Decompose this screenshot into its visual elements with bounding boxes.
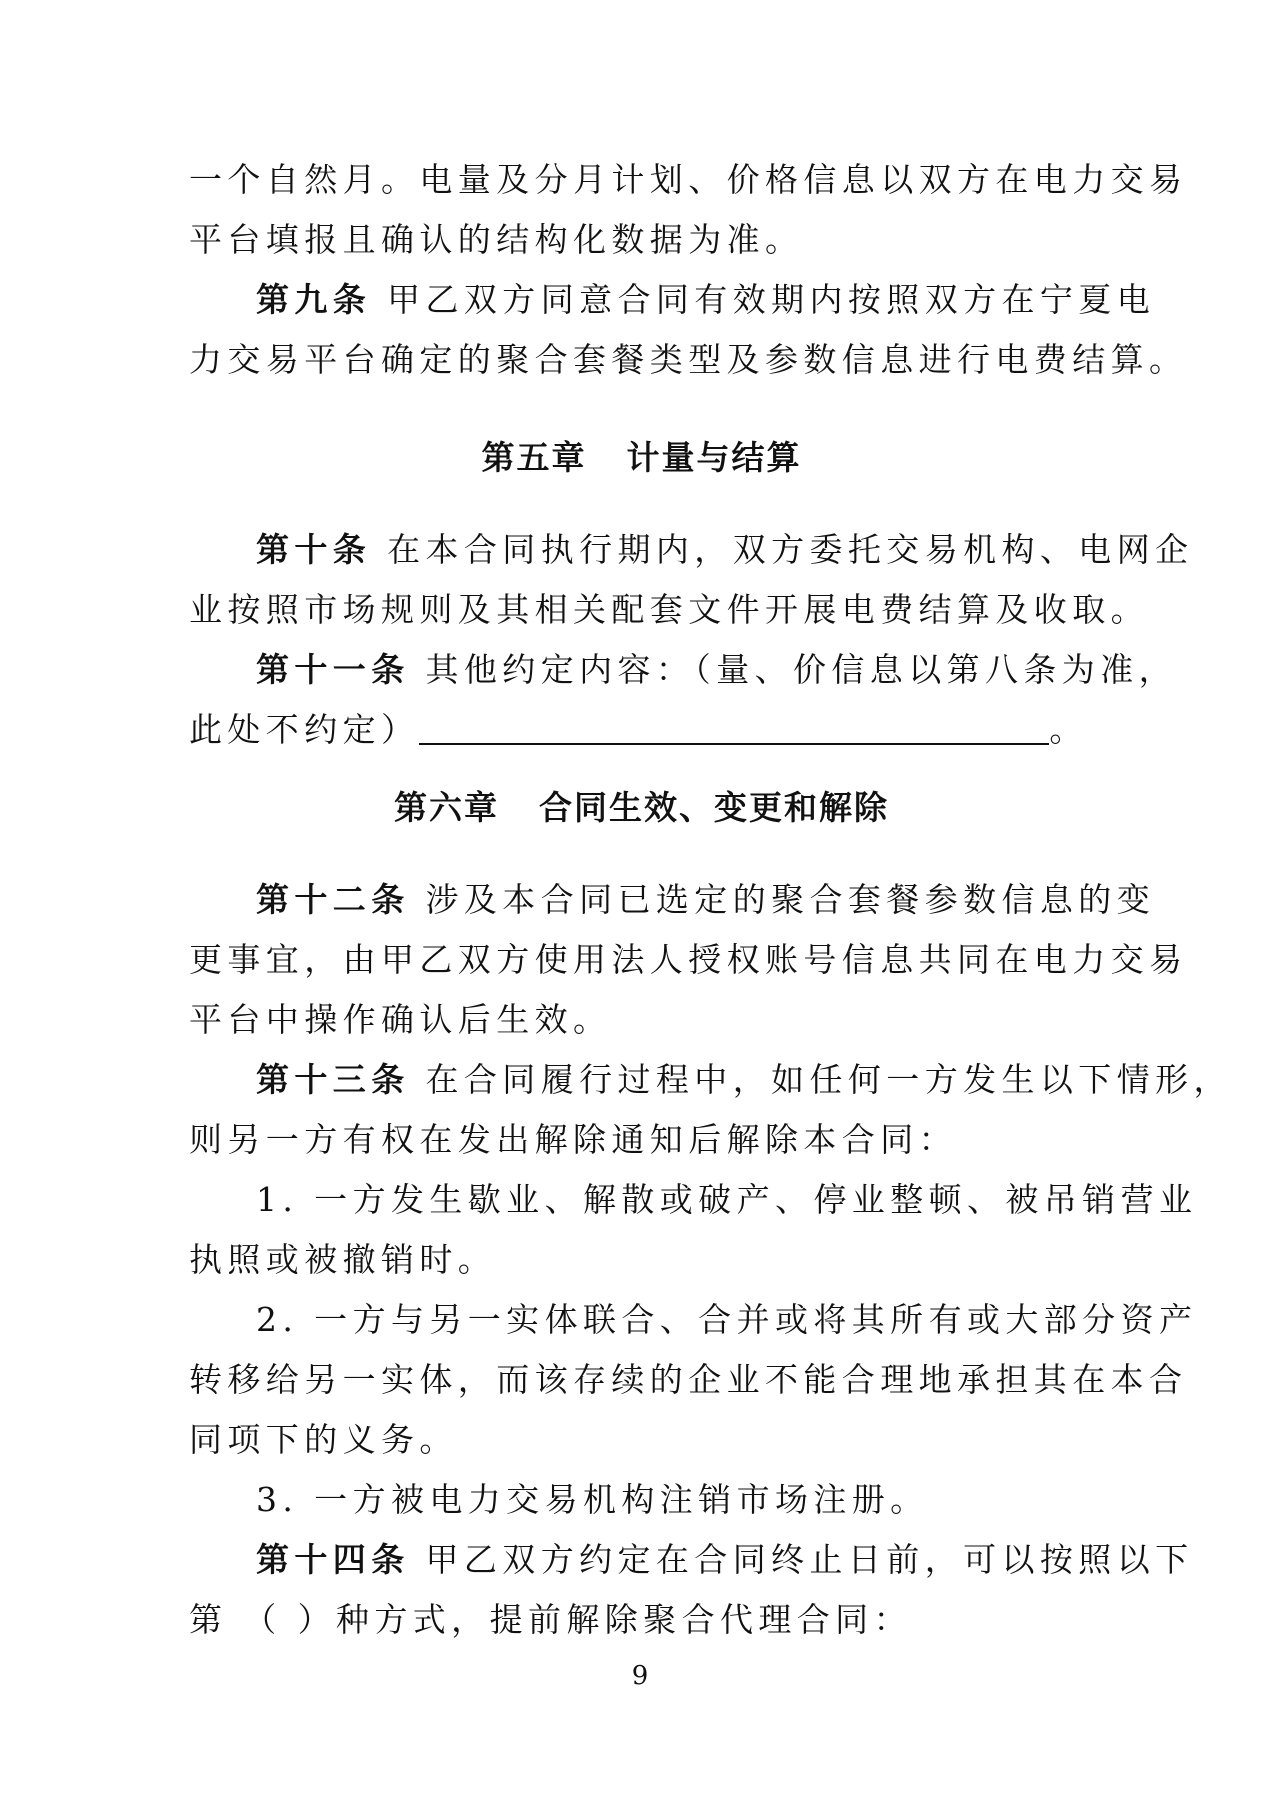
article-number: 第十条	[256, 530, 372, 569]
text-line: 平台中操作确认后生效。	[189, 1000, 612, 1039]
list-item: 3. 一方被电力交易机构注销市场注册。	[256, 1480, 929, 1519]
chapter-number: 第五章	[481, 438, 587, 477]
text-line: 第 （ ）种方式，提前解除聚合代理合同：	[189, 1600, 912, 1639]
text-line: 转移给另一实体，而该存续的企业不能合理地承担其在本合	[189, 1360, 1188, 1399]
chapter-5-heading	[189, 428, 1094, 488]
article-12	[256, 870, 1156, 930]
list-item: 2. 一方与另一实体联合、合并或将其所有或大部分资产	[256, 1300, 1198, 1339]
text-line: 执照或被撤销时。	[189, 1240, 497, 1279]
text-segment: 。	[1049, 710, 1088, 749]
text-line: 力交易平台确定的聚合套餐类型及参数信息进行电费结算。	[189, 340, 1188, 379]
article-11	[256, 640, 1177, 700]
article-text: 在本合同执行期内，双方委托交易机构、电网企	[387, 530, 1194, 569]
chapter-number: 第六章	[394, 788, 499, 827]
list-item: 1. 一方发生歇业、解散或破产、停业整顿、被吊销营业	[256, 1180, 1198, 1219]
chapter-title: 合同生效、变更和解除	[539, 788, 889, 827]
article-number: 第十二条	[256, 880, 410, 919]
text-line: 更事宜，由甲乙双方使用法人授权账号信息共同在电力交易	[189, 940, 1188, 979]
text-line: 业按照市场规则及其相关配套文件开展电费结算及收取。	[189, 590, 1149, 629]
chapter-title: 计量与结算	[626, 438, 802, 477]
text-line: 一个自然月。电量及分月计划、价格信息以双方在电力交易	[189, 160, 1188, 199]
article-number: 第十一条	[256, 650, 410, 689]
article-number: 第十四条	[256, 1540, 410, 1579]
fill-in-blank-line	[419, 713, 1049, 745]
text-line: 则另一方有权在发出解除通知后解除本合同：	[189, 1120, 957, 1159]
article-text: 甲乙双方约定在合同终止日前，可以按照以下	[425, 1540, 1194, 1579]
article-14	[256, 1530, 1194, 1590]
article-text: 在合同履行过程中，如任何一方发生以下情形，	[425, 1060, 1232, 1099]
chapter-6-heading	[189, 778, 1094, 838]
article-13	[256, 1050, 1232, 1110]
text-line	[189, 700, 1094, 760]
article-text: 甲乙双方同意合同有效期内按照双方在宁夏电	[387, 280, 1156, 319]
article-text: 涉及本合同已选定的聚合套餐参数信息的变	[425, 880, 1156, 919]
text-line: 同项下的义务。	[189, 1420, 458, 1459]
article-number: 第十三条	[256, 1060, 410, 1099]
article-10	[256, 520, 1194, 580]
article-text: 其他约定内容：（量、价信息以第八条为准，	[425, 650, 1177, 689]
text-segment: 此处不约定）	[189, 710, 420, 749]
page-number: 9	[631, 1661, 649, 1691]
text-line: 平台填报且确认的结构化数据为准。	[189, 220, 804, 259]
article-9	[256, 270, 1156, 330]
article-number: 第九条	[256, 280, 372, 319]
